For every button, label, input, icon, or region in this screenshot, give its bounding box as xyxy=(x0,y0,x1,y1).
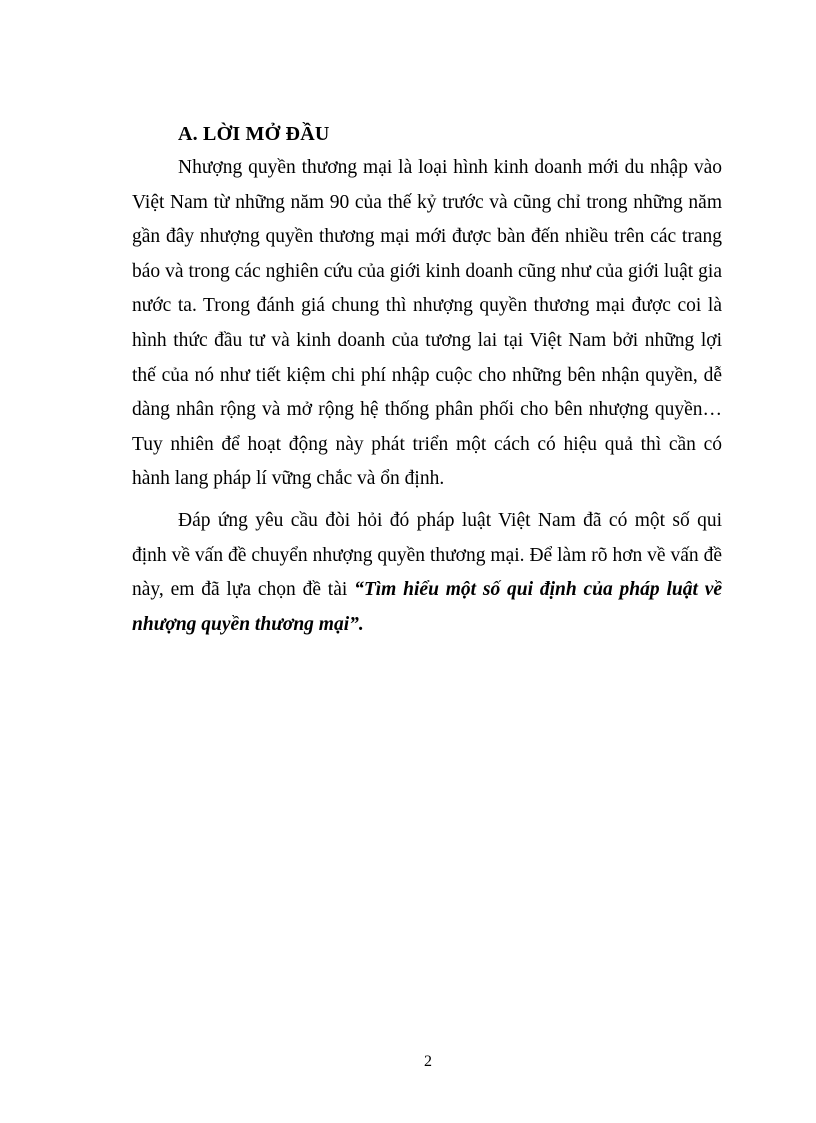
intro-paragraph: Nhượng quyền thương mại là loại hình kinh doanh mới du nhập vào Việt Nam từ những năm 90 của thế kỷ trước và cũng chỉ trong những năm gần đây nhượng quyền thương mại mới được bàn đến nhiều trên các trang báo và trong các nghiên cứu của giới kinh doanh cũng như của giới luật gia nước ta. Trong đánh giá chung thì nhượng quyền thương mại được coi là hình thức đầu tư và kinh doanh của tương lai tại Việt Nam bởi những lợi thế của nó như tiết kiệm chi phí nhập cuộc cho những bên nhận quyền, dễ dàng nhân rộng và mở rộng hệ thống phân phối cho bên nhượng quyền…Tuy nhiên để hoạt động này phát triển một cách có hiệu quả thì cần có hành lang pháp lí vững chắc và ổn định. xyxy=(132,157,722,490)
page-number: 2 xyxy=(424,1053,432,1070)
document-body xyxy=(132,118,722,642)
topic-paragraph xyxy=(132,504,722,642)
research-topic-title: “Tìm hiểu một số qui định của pháp luật về nhượng quyền thương mại”. xyxy=(132,579,723,635)
section-heading: A. LỜI MỞ ĐẦU xyxy=(178,123,330,145)
topic-paragraph-lead: Đáp ứng yêu cầu đòi hỏi đó pháp luật Việt Nam đã có một số qui định về vấn đề chuyển nhượng quyền thương mại. Để làm rõ hơn về vấn đề này, em đã lựa chọn đề tài xyxy=(132,509,722,601)
